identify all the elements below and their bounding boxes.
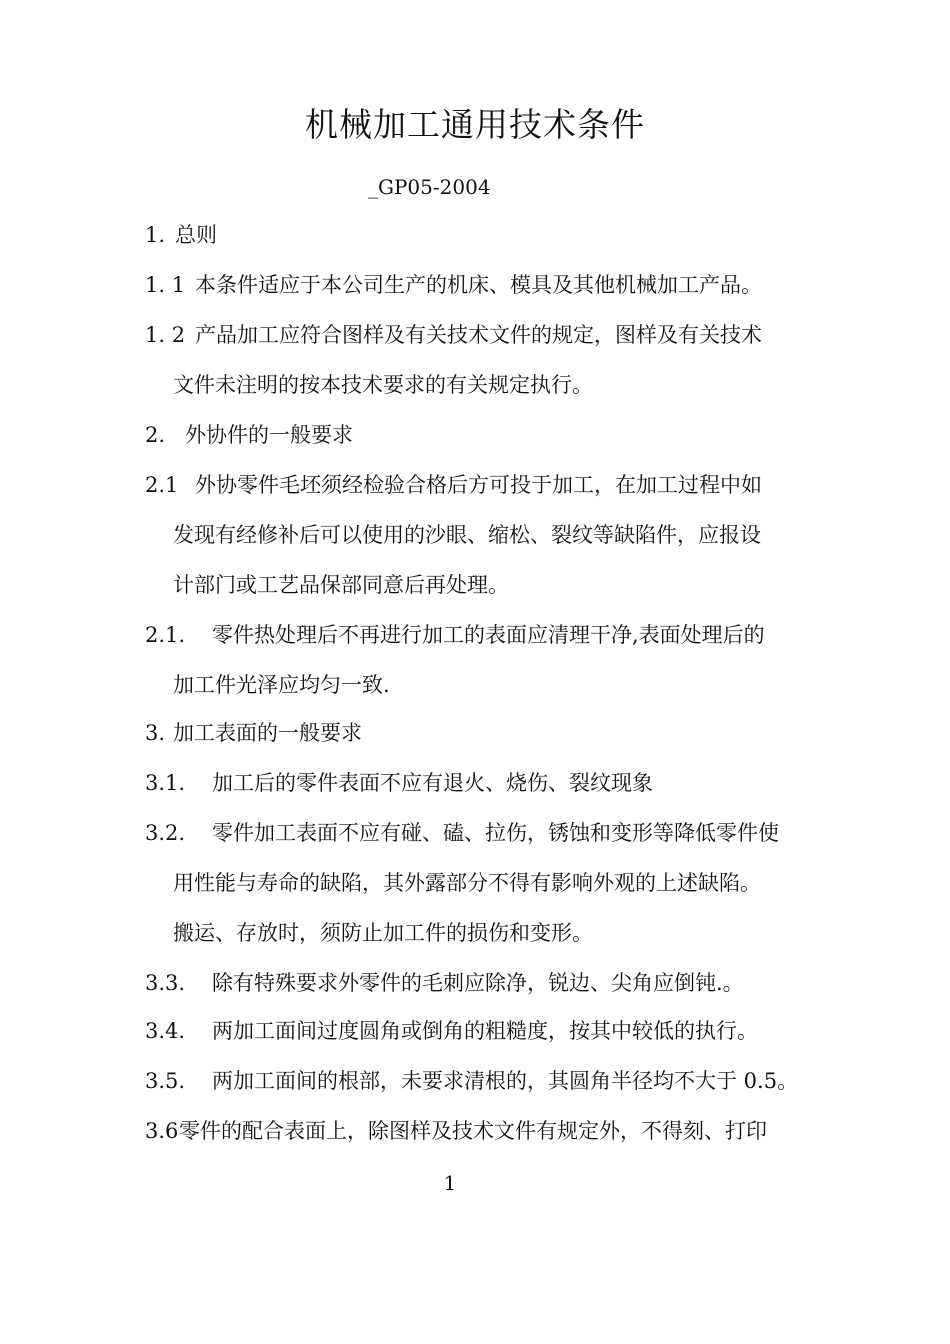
- clause-text: 发现有经修补后可以使用的沙眼、缩松、裂纹等缺陷件，应报设: [173, 523, 761, 547]
- clause-text: 加工件光泽应均匀一致.: [173, 673, 390, 697]
- section-heading: [145, 718, 362, 748]
- clause-line: [145, 1066, 798, 1096]
- clause-text: 计部门或工艺品保部同意后再处理。: [173, 573, 509, 597]
- clause-number: 2.1: [145, 473, 179, 497]
- clause-text: 本条件适应于本公司生产的机床、模具及其他机械加工产品。: [195, 273, 762, 297]
- clause-line: [145, 620, 765, 650]
- clause-text: 产品加工应符合图样及有关技术文件的规定，图样及有关技术: [195, 323, 762, 347]
- clause-number: 1. 2: [145, 323, 186, 347]
- clause-line: [145, 470, 762, 500]
- clause-line: [145, 270, 762, 300]
- clause-text: 外协零件毛坯须经检验合格后方可投于加工，在加工过程中如: [195, 473, 762, 497]
- clause-text: 两加工面间过度圆角或倒角的粗糙度，按其中较低的执行。: [212, 1019, 758, 1043]
- clause-line: [145, 768, 653, 798]
- clause-text: 用性能与寿命的缺陷，其外露部分不得有影响外观的上述缺陷。: [173, 871, 761, 895]
- clause-text: 除有特殊要求外零件的毛刺应除净，锐边、尖角应倒钝.。: [212, 971, 744, 995]
- clause-text: 总则: [175, 223, 217, 247]
- clause-text: 加工表面的一般要求: [173, 721, 362, 745]
- clause-text: 外协件的一般要求: [185, 423, 353, 447]
- clause-number: 3.1.: [145, 771, 186, 795]
- clause-text: 零件的配合表面上，除图样及技术文件有规定外，不得刻、打印: [179, 1119, 767, 1143]
- clause-number: 1. 1: [145, 273, 186, 297]
- clause-text: 两加工面间的根部，未要求清根的，其圆角半径均不大于 0.5。: [212, 1069, 799, 1093]
- clause-line: [145, 320, 762, 350]
- clause-number: 3.5.: [145, 1069, 186, 1093]
- clause-number: 2.1.: [145, 623, 186, 647]
- clause-number: 3.2.: [145, 821, 186, 845]
- clause-continuation: [173, 918, 593, 948]
- clause-line: [145, 1116, 767, 1146]
- clause-number: 3.6: [145, 1119, 179, 1143]
- clause-continuation: [173, 520, 761, 550]
- clause-text: 文件未注明的按本技术要求的有关规定执行。: [173, 373, 593, 397]
- clause-continuation: [173, 370, 593, 400]
- clause-line: [145, 818, 779, 848]
- clause-continuation: [173, 570, 509, 600]
- clause-continuation: [173, 670, 390, 700]
- page-number: 1: [443, 1171, 457, 1195]
- clause-number: 2.: [145, 423, 166, 447]
- document-code: _GP05-2004: [368, 175, 491, 199]
- clause-number: 3.4.: [145, 1019, 186, 1043]
- clause-number: 3.: [145, 721, 166, 745]
- clause-number: 3.3.: [145, 971, 186, 995]
- section-heading: [145, 220, 217, 250]
- section-heading: [145, 420, 353, 450]
- clause-continuation: [173, 868, 761, 898]
- clause-text: 搬运、存放时，须防止加工件的损伤和变形。: [173, 921, 593, 945]
- clause-text: 加工后的零件表面不应有退火、烧伤、裂纹现象: [212, 771, 653, 795]
- clause-line: [145, 968, 744, 998]
- clause-text: 零件热处理后不再进行加工的表面应清理干净,表面处理后的: [212, 623, 765, 647]
- clause-line: [145, 1016, 758, 1046]
- clause-number: 1.: [145, 223, 166, 247]
- clause-text: 零件加工表面不应有碰、磕、拉伤，锈蚀和变形等降低零件使: [212, 821, 779, 845]
- document-title: 机械加工通用技术条件: [305, 105, 645, 144]
